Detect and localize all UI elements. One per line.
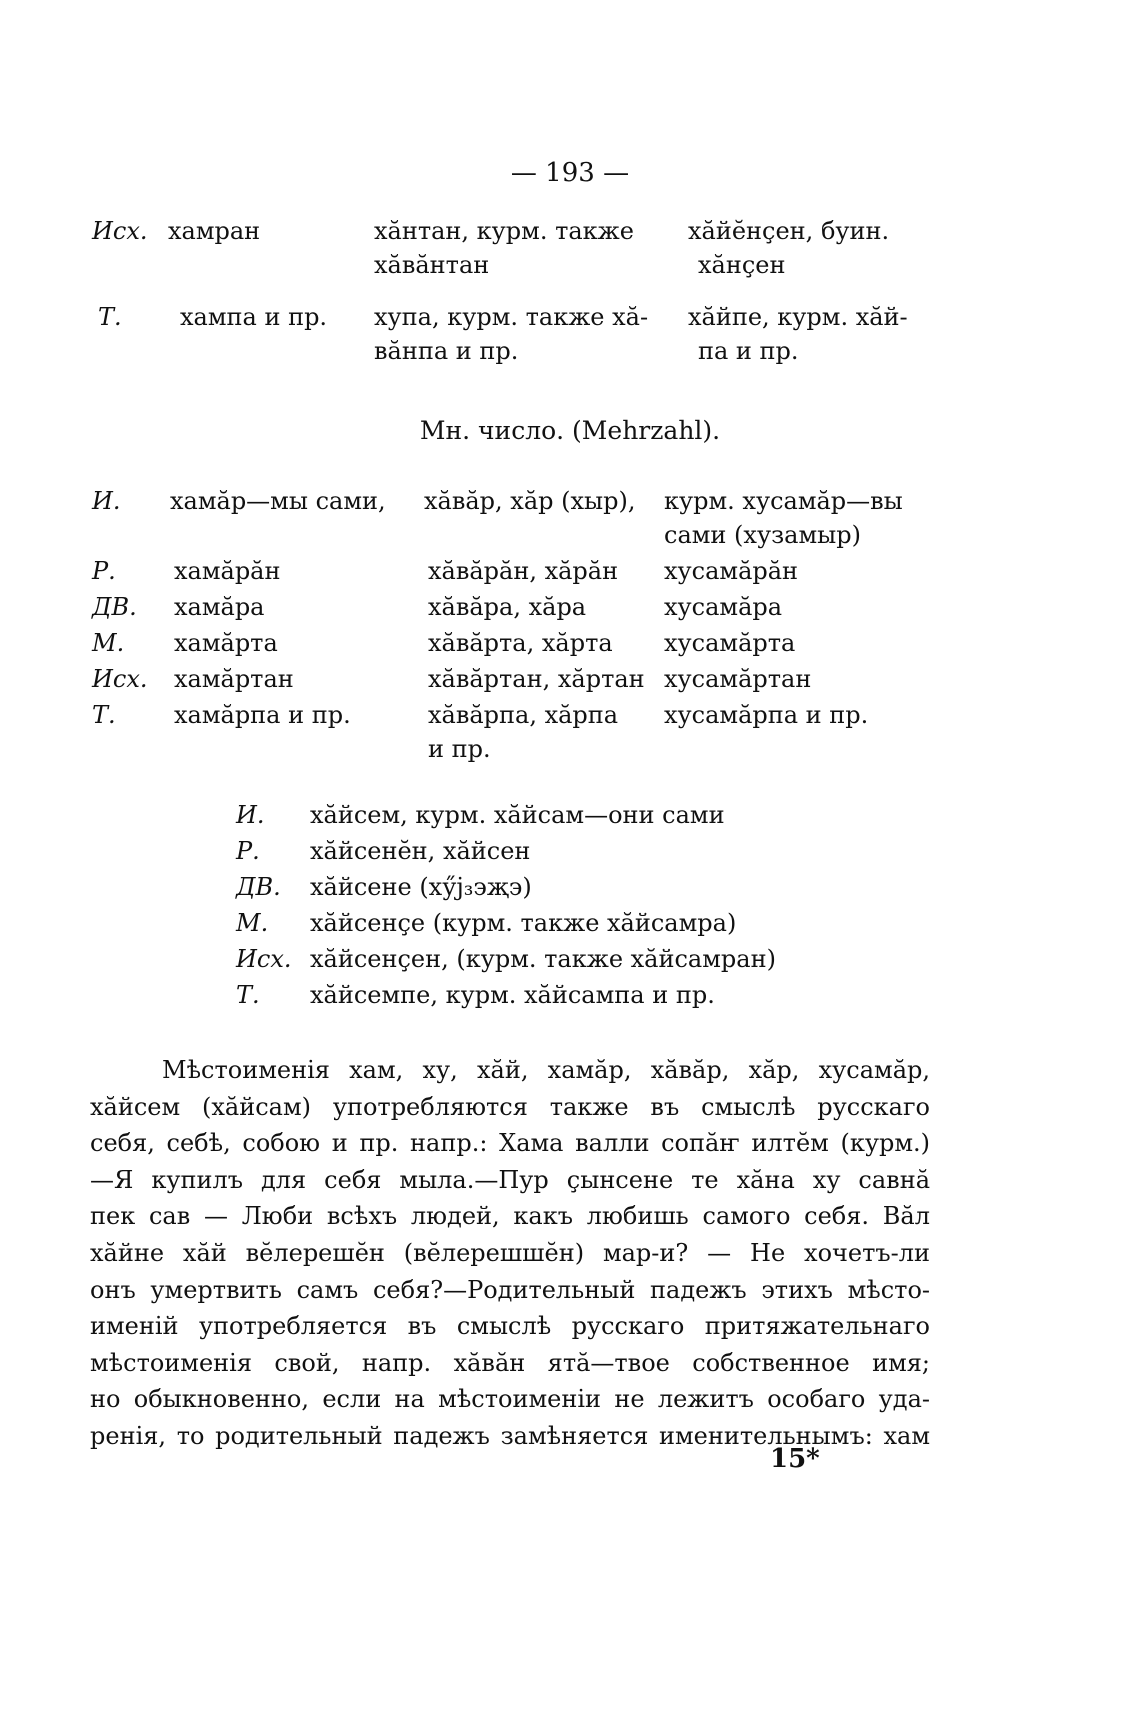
form-cell: и пр. (428, 735, 491, 763)
form-cell: хӑвӑнтан (374, 251, 490, 279)
form-cell: хӑйсемпе, курм. хӑйсампа и пр. (310, 981, 715, 1009)
case-label: Т. (92, 701, 116, 729)
form-cell: хусамӑрпа и пр. (664, 701, 869, 729)
form-cell: хӑвӑрта, хӑрта (428, 629, 613, 657)
signature-mark: 15* (770, 1444, 820, 1474)
case-label: М. (236, 909, 269, 937)
form-cell: хӑйсене (хӳј₃эҗэ) (310, 873, 532, 901)
case-label: Исх. (92, 665, 148, 693)
paragraph-line: Мѣстоименія хам, ху, хӑй, хамӑр, хӑвӑр, хӑр, хусамӑр, (162, 1056, 930, 1084)
case-label: И. (236, 801, 265, 829)
form-cell: хӑнҫен (698, 251, 786, 279)
paragraph-line: но обыкновенно, если на мѣстоименіи не лежитъ особаго уда- (90, 1385, 930, 1414)
form-cell: хусамӑра (664, 593, 783, 621)
paragraph-line: —Я купилъ для себя мыла.—Пур ҫынсене те хӑна ху савнӑ (90, 1165, 930, 1194)
form-cell: сами (хузамыр) (664, 521, 861, 549)
section-title: Мн. число. (Mehrzahl). (419, 416, 721, 445)
case-label: ДВ. (236, 873, 281, 901)
paragraph-line: именій употребляется въ смыслѣ русскаго притяжательнаго (90, 1312, 930, 1341)
case-label: Исх. (236, 945, 292, 973)
form-cell: хӑвӑрӑн, хӑрӑн (428, 557, 619, 585)
case-label: Р. (236, 837, 260, 865)
form-cell: хамӑрта (174, 629, 278, 657)
paragraph-line: мѣстоименія свой, напр. хӑвӑн ятӑ—твое собственное имя; (90, 1348, 930, 1377)
form-cell: хӑйсенҫе (курм. также хӑйсамра) (310, 909, 737, 937)
body-paragraph (90, 1052, 930, 1455)
form-cell: хӑвӑра, хӑра (428, 593, 587, 621)
case-label: М. (92, 629, 125, 657)
form-cell: хӑйсенӗн, хӑйсен (310, 837, 531, 865)
form-cell: хӑйӗнҫен, буин. (688, 217, 890, 245)
form-cell: хамӑра (174, 593, 265, 621)
paragraph-line: пек сав — Люби всѣхъ людей, какъ любишь самого себя. Вӑл (90, 1202, 930, 1231)
form-cell: хамӑрпа и пр. (174, 701, 351, 729)
case-label: ДВ. (92, 593, 137, 621)
paragraph-line: себя, себѣ, собою и пр. напр.: Хама валли сопӑҥ илтӗм (курм.) (90, 1129, 930, 1158)
case-label: Т. (98, 303, 122, 331)
form-cell: хамӑртан (174, 665, 294, 693)
form-cell: хамӑрӑн (174, 557, 281, 585)
form-cell: хусамӑртан (664, 665, 812, 693)
paragraph-line: ренія, то родительный падежъ замѣняется именительнымъ: хам (90, 1421, 930, 1450)
form-cell: хупа, курм. также хӑ- (374, 303, 649, 331)
paragraph-line: хӑйсем (хӑйсам) употребляются также въ смыслѣ русскаго (90, 1092, 930, 1121)
form-cell: хампа и пр. (180, 303, 328, 331)
form-cell: хӑвӑр, хӑр (хыр), (424, 487, 636, 515)
case-label: Исх. (92, 217, 148, 245)
form-cell: хӑйпе, курм. хӑй- (688, 303, 908, 331)
paragraph-line: хӑйне хӑй вӗлерешӗн (вӗлерешшӗн) мар-и? — Не хочетъ-ли (90, 1238, 930, 1267)
case-label: Р. (92, 557, 116, 585)
form-cell: вӑнпа и пр. (374, 337, 519, 365)
form-cell: хӑнтан, курм. также (374, 217, 634, 245)
form-cell: хӑвӑрпа, хӑрпа (428, 701, 619, 729)
form-cell: па и пр. (698, 337, 799, 365)
form-cell: хусамӑрта (664, 629, 796, 657)
form-cell: курм. хусамӑр—вы (664, 487, 903, 515)
case-label: И. (92, 487, 121, 515)
case-label: Т. (236, 981, 260, 1009)
form-cell: хӑвӑртан, хӑртан (428, 665, 645, 693)
form-cell: хусамӑрӑн (664, 557, 799, 585)
form-cell: хӑйсенҫен, (курм. также хӑйсамран) (310, 945, 776, 973)
page-number: — 193 — (510, 158, 630, 188)
form-cell: хамӑр—мы сами, (170, 487, 386, 515)
form-cell: хӑйсем, курм. хӑйсам—они сами (310, 801, 725, 829)
paragraph-line: онъ умертвить самъ себя?—Родительный падежъ этихъ мѣсто- (90, 1275, 930, 1304)
form-cell: хамран (168, 217, 261, 245)
